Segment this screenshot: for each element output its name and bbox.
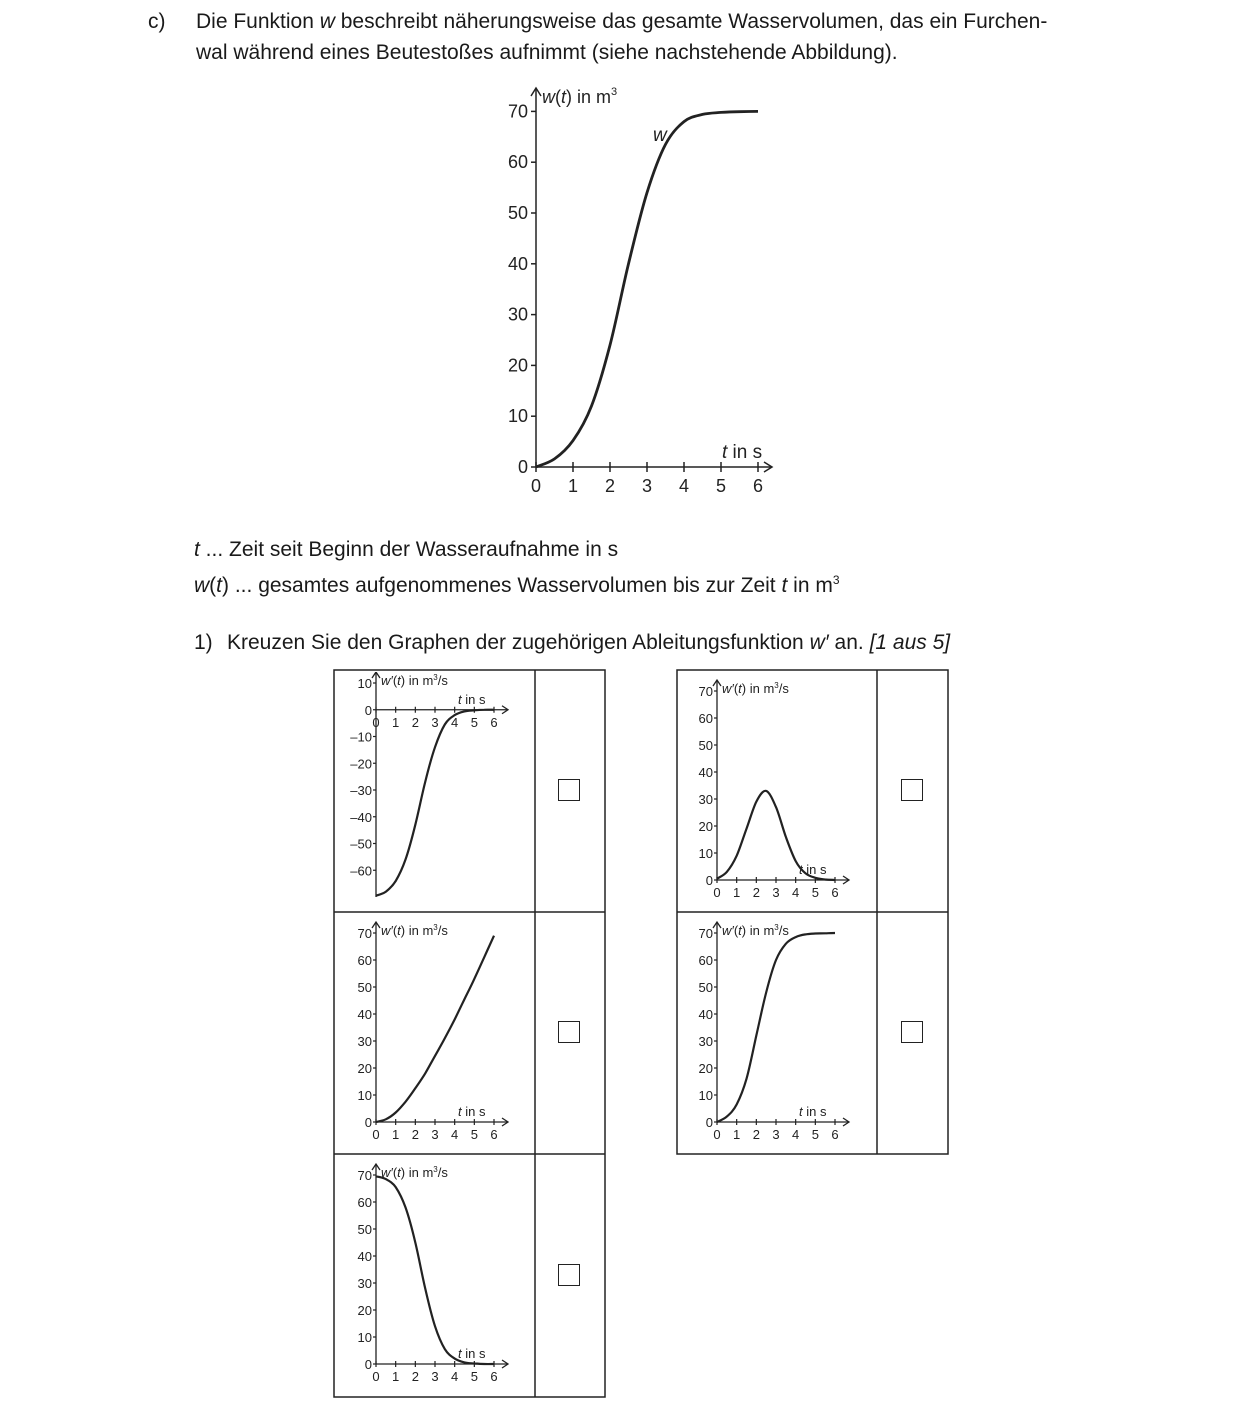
option-x-tick-label: 1 (733, 1127, 741, 1142)
option-y-tick-label: 30 (357, 1034, 372, 1049)
option-chart-c (336, 1156, 533, 1394)
option-chart-e (679, 914, 876, 1152)
main-x-tick-label: 4 (678, 476, 690, 496)
task-intro-line-2: wal während eines Beutestoßes aufnimmt (siehe nachstehende Abbildung). (196, 41, 898, 64)
question-number: 1) (194, 631, 213, 654)
main-x-axis-label: t in s (722, 442, 763, 463)
option-y-tick-label: 10 (698, 846, 713, 861)
question-fn: w′ (809, 631, 829, 654)
option-x-tick-label: 1 (392, 1369, 400, 1384)
main-y-tick-label: 0 (517, 457, 528, 477)
option-y-tick-label: –50 (350, 836, 372, 852)
option-chart-d (679, 672, 876, 910)
option-x-tick-label: 3 (431, 1127, 439, 1142)
option-y-tick-label: 60 (698, 953, 713, 968)
option-chart-a (336, 672, 533, 910)
intro-text-b: beschreibt näherungsweise das gesamte Wasservolumen, das ein Furchen- (334, 10, 1048, 33)
option-x-tick-label: 0 (372, 1127, 380, 1142)
option-y-tick-label: 20 (357, 1303, 372, 1318)
main-x-tick-label: 1 (567, 476, 579, 496)
option-x-tick-label: 6 (490, 1127, 498, 1142)
option-x-tick-label: 1 (392, 714, 400, 730)
option-x-tick-label: 6 (490, 1369, 498, 1384)
option-y-tick-label: 40 (357, 1249, 372, 1264)
legend-t-var: t (194, 538, 200, 561)
option-y-tick-label: 20 (698, 819, 713, 834)
option-y-tick-label: 10 (357, 1330, 372, 1345)
main-x-tick-label: 3 (641, 476, 653, 496)
task-label: c) (148, 10, 166, 33)
option-x-tick-label: 4 (451, 1369, 459, 1384)
checkbox-option-d[interactable] (901, 779, 923, 801)
option-y-axis-label: w′(t) in $m^3/s$ (381, 1165, 448, 1180)
option-y-tick-label: 40 (698, 765, 713, 780)
option-x-tick-label: 2 (411, 1127, 419, 1142)
legend-w-desc-a: ... gesamtes aufgenommenes Wasservolumen bis zur Zeit (229, 574, 782, 597)
legend-w-desc-t: t (781, 574, 788, 597)
option-y-tick-label: 60 (357, 953, 372, 968)
main-y-axis-label: w(t) in $m^3$ (542, 86, 618, 107)
main-curve-label: w (653, 125, 667, 146)
option-y-tick-label: 30 (357, 1276, 372, 1291)
checkbox-option-c[interactable] (558, 1264, 580, 1286)
option-y-tick-label: 10 (357, 1088, 372, 1103)
option-x-axis-label: t in s (458, 1346, 486, 1361)
main-x-tick-label: 2 (604, 476, 616, 496)
option-y-tick-label: 60 (357, 1195, 372, 1210)
option-y-axis-label: w′(t) in $m^3/s$ (722, 923, 789, 938)
option-y-tick-label: 30 (698, 792, 713, 807)
legend-w-fn: w (194, 574, 210, 597)
legend-w: w(t) ... gesamtes aufgenommenes Wasservolumen bis zur Zeit t in $m^3$ (194, 573, 840, 597)
option-x-tick-label: 5 (470, 714, 478, 730)
option-y-tick-label: 0 (705, 1115, 713, 1130)
checkbox-option-b[interactable] (558, 1021, 580, 1043)
main-y-tick-label: 70 (507, 101, 528, 122)
legend-w-arg: t (216, 574, 223, 597)
option-y-tick-label: 50 (698, 980, 713, 995)
option-y-tick-label: –40 (350, 809, 372, 825)
question-after: an. (828, 631, 870, 654)
option-y-tick-label: 70 (357, 926, 372, 941)
option-x-axis-label: t in s (458, 691, 486, 707)
option-x-tick-label: 5 (811, 885, 819, 900)
option-x-tick-label: 5 (811, 1127, 819, 1142)
option-x-tick-label: 4 (451, 1127, 459, 1142)
option-x-tick-label: 0 (713, 1127, 721, 1142)
option-curve (376, 710, 494, 896)
legend-t-desc: ... Zeit seit Beginn der Wasseraufnahme in s (199, 538, 619, 561)
option-x-tick-label: 5 (470, 1127, 478, 1142)
option-x-tick-label: 1 (392, 1127, 400, 1142)
option-y-tick-label: 20 (357, 1061, 372, 1076)
option-x-tick-label: 6 (831, 885, 839, 900)
main-y-tick-label: 50 (507, 203, 528, 223)
option-chart-b (336, 914, 533, 1152)
option-y-tick-label: 10 (698, 1088, 713, 1103)
option-y-tick-label: 40 (357, 1007, 372, 1022)
main-y-tick-label: 40 (507, 253, 528, 274)
option-x-tick-label: 6 (831, 1127, 839, 1142)
main-y-tick-label: 20 (507, 355, 528, 376)
legend-w-desc-b: in m (787, 574, 833, 597)
question-text-a: Kreuzen Sie den Graphen der zugehörigen Ableitungsfunktion (227, 631, 810, 654)
option-y-tick-label: 50 (357, 980, 372, 995)
option-x-tick-label: 4 (792, 1127, 800, 1142)
option-x-tick-label: 0 (372, 714, 380, 730)
option-x-tick-label: 3 (772, 1127, 780, 1142)
main-y-tick-label: 30 (507, 304, 528, 325)
option-y-axis-label: w′(t) in $m^3/s$ (381, 923, 448, 938)
option-x-tick-label: 5 (470, 1369, 478, 1384)
option-y-tick-label: 20 (698, 1061, 713, 1076)
main-x-tick-label: 6 (752, 476, 764, 496)
intro-function-w: w (319, 10, 335, 33)
option-y-tick-label: –30 (350, 783, 372, 798)
option-x-tick-label: 3 (431, 1369, 439, 1384)
option-y-tick-label: –10 (350, 729, 372, 745)
option-x-axis-label: t in s (799, 862, 827, 877)
option-y-axis-label: w′(t) in $m^3/s$ (381, 673, 448, 688)
option-y-tick-label: 70 (698, 926, 713, 941)
option-x-tick-label: 0 (713, 885, 721, 900)
option-y-tick-label: 70 (698, 684, 713, 699)
option-x-tick-label: 0 (372, 1369, 380, 1384)
option-y-tick-label: 0 (364, 1357, 372, 1372)
legend-w-desc-sup: 3 (832, 573, 840, 587)
option-x-tick-label: 2 (411, 714, 419, 730)
checkbox-option-e[interactable] (901, 1021, 923, 1043)
option-y-tick-label: –20 (350, 756, 372, 772)
option-x-tick-label: 4 (451, 714, 459, 730)
option-x-tick-label: 6 (490, 714, 498, 730)
option-y-tick-label: 40 (698, 1007, 713, 1022)
option-curve (376, 1176, 494, 1364)
option-y-tick-label: 70 (357, 1168, 372, 1183)
option-x-axis-label: t in s (799, 1104, 827, 1119)
option-x-tick-label: 4 (792, 885, 800, 900)
intro-text-a: Die Funktion (196, 10, 320, 33)
option-curve (376, 936, 494, 1122)
option-y-tick-label: 10 (357, 676, 372, 691)
option-x-tick-label: 2 (411, 1369, 419, 1384)
option-y-tick-label: 30 (698, 1034, 713, 1049)
question-hint: [1 aus 5] (869, 631, 951, 654)
option-y-tick-label: 50 (357, 1222, 372, 1237)
option-x-tick-label: 2 (752, 1127, 760, 1142)
option-x-tick-label: 2 (752, 885, 760, 900)
option-y-tick-label: 50 (698, 738, 713, 753)
option-x-tick-label: 1 (733, 885, 741, 900)
main-x-tick-label: 0 (530, 476, 542, 496)
main-y-tick-label: 60 (507, 152, 528, 173)
option-x-axis-label: t in s (458, 1104, 486, 1119)
main-y-tick-label: 10 (507, 406, 528, 427)
option-x-tick-label: 3 (772, 885, 780, 900)
checkbox-option-a[interactable] (558, 779, 580, 801)
main-x-tick-label: 5 (715, 476, 727, 496)
option-y-tick-label: 0 (364, 702, 372, 718)
option-x-tick-label: 3 (431, 714, 439, 730)
option-y-tick-label: 0 (364, 1115, 372, 1130)
option-y-tick-label: 60 (698, 711, 713, 726)
option-y-tick-label: –60 (350, 863, 372, 879)
option-y-axis-label: w′(t) in $m^3/s$ (722, 681, 789, 696)
option-curve (717, 933, 835, 1122)
option-y-tick-label: 0 (705, 873, 713, 888)
